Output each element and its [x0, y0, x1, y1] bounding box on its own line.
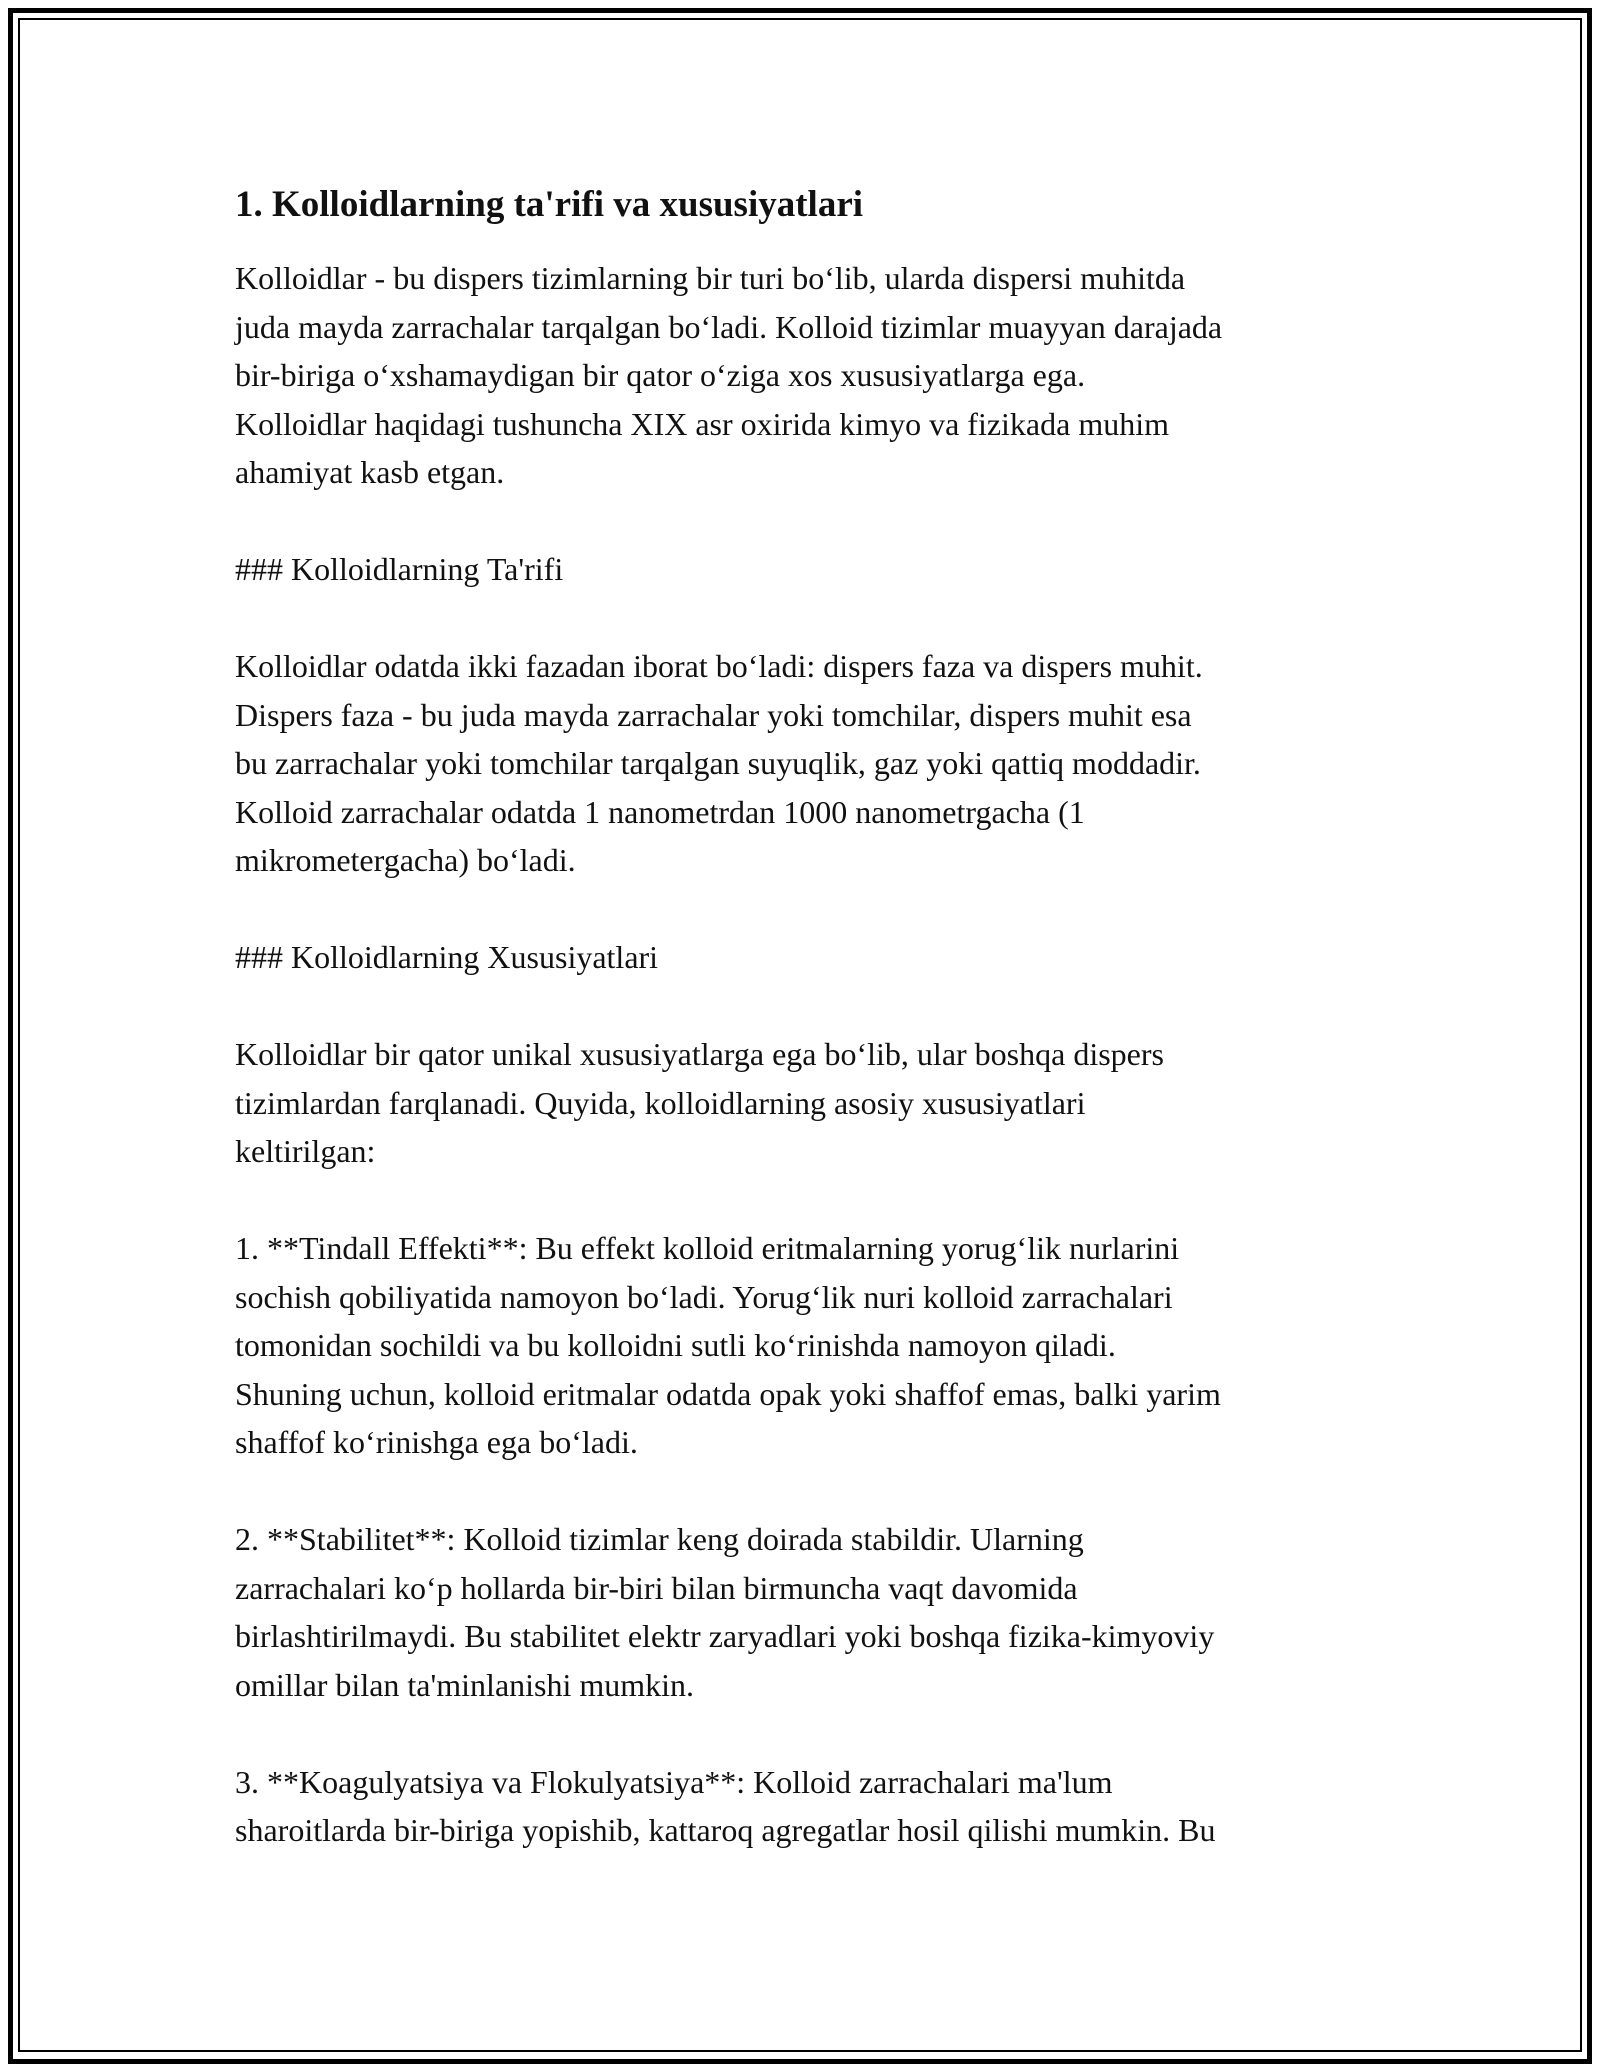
- list-item-tyndall: 1. **Tindall Effekti**: Bu effekt kolloid eritmalarning yorug‘lik nurlarini sochish qobiliyatida namoyon bo‘ladi. Yorug‘lik nuri kolloid zarrachalari tomonidan sochildi va bu kolloidni sutli ko‘rinishda namoyon qiladi. Shuning uchun, kolloid eritmalar odatda opak yoki shaffof emas, balki yarim shaffof ko‘rinishga ega bo‘ladi.: [235, 1230, 1221, 1460]
- document-title: 1. Kolloidlarning ta'rifi va xususiyatlari: [235, 184, 864, 225]
- list-item-coagulation: 3. **Koagulyatsiya va Flokulyatsiya**: Kolloid zarrachalari ma'lum sharoitlarda bir-biriga yopishib, kattaroq agregatlar hosil qilishi mumkin. Bu: [235, 1763, 1216, 1848]
- paragraph-intro: Kolloidlar - bu dispers tizimlarning bir turi bo‘lib, ularda dispersi muhitda juda mayda zarrachalar tarqalgan bo‘ladi. Kolloid tizimlar muayyan darajada bir-biriga o‘xshamaydigan bir qator o‘ziga xos xususiyatlarga ega. Kolloidlar haqidagi tushuncha XIX asr oxirida kimyo va fizikada muhim ahamiyat kasb etgan.: [235, 260, 1223, 490]
- list-item-stability: 2. **Stabilitet**: Kolloid tizimlar keng doirada stabildir. Ularning zarrachalari ko‘p hollarda bir-biri bilan birmuncha vaqt davomida birlashtirilmaydi. Bu stabilitet elektr zaryadlari yoki boshqa fizika-kimyoviy omillar bilan ta'minlanishi mumkin.: [235, 1521, 1215, 1703]
- subheading-definition: ### Kolloidlarning Ta'rifi: [235, 551, 564, 587]
- paragraph-definition: Kolloidlar odatda ikki fazadan iborat bo‘ladi: dispers faza va dispers muhit. Dispers faza - bu juda mayda zarrachalar yoki tomchilar, dispers muhit esa bu zarrachalar yoki tomchilar tarqalgan suyuqlik, gaz yoki qattiq moddadir. Kolloid zarrachalar odatda 1 nanometrdan 1000 nanometrgacha (1 mikrometergacha) bo‘ladi.: [235, 648, 1203, 878]
- subheading-properties: ### Kolloidlarning Xususiyatlari: [235, 939, 659, 975]
- paragraph-properties-intro: Kolloidlar bir qator unikal xususiyatlarga ega bo‘lib, ular boshqa dispers tizimlardan farqlanadi. Quyida, kolloidlarning asosiy xususiyatlari keltirilgan:: [235, 1036, 1164, 1169]
- document-body: [235, 182, 1375, 1903]
